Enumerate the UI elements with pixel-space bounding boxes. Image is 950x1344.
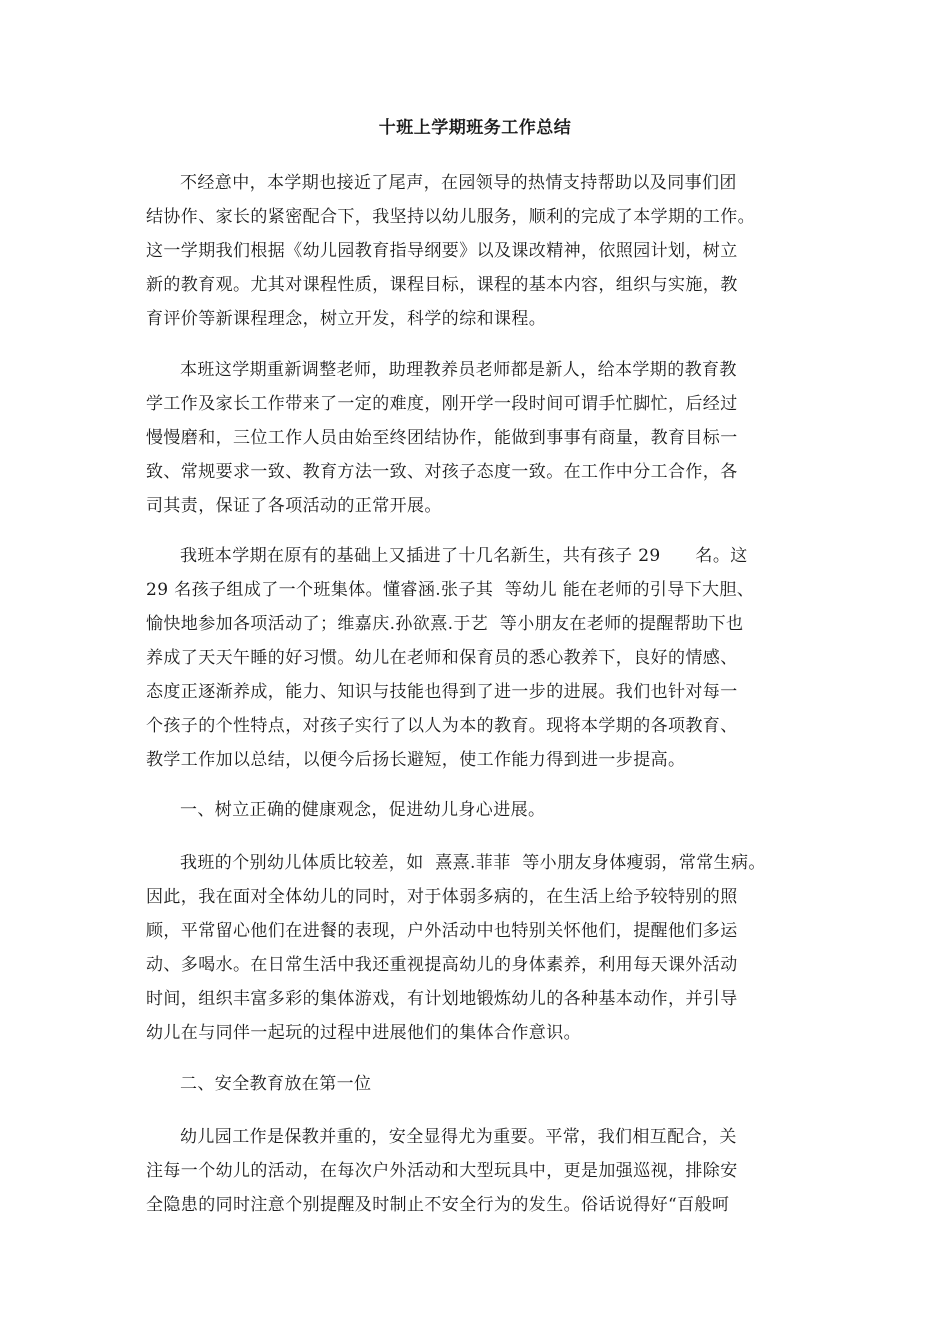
text-line: 顾，平常留心他们在进餐的表现，户外活动中也特别关怀他们，提醒他们多运 <box>146 921 738 941</box>
text-line: 学工作及家长工作带来了一定的难度，刚开学一段时间可谓手忙脚忙，后经过 <box>146 394 738 414</box>
text-line: 教学工作加以总结，以便今后扬长避短，使工作能力得到进一步提高。 <box>146 750 686 770</box>
text-line: 愉快地参加各项活动了；维嘉庆.孙欲熹.于艺 等小朋友在老师的提醒帮助下也 <box>146 614 744 634</box>
text-line: 因此，我在面对全体幼儿的同时，对于体弱多病的，在生活上给予较特别的照 <box>146 887 738 907</box>
text-line: 我班的个别幼儿体质比较差，如 熹熹.菲菲 等小朋友身体瘦弱，常常生病。 <box>180 853 766 873</box>
text-line: 动、多喝水。在日常生活中我还重视提高幼儿的身体素养，利用每天课外活动 <box>146 955 738 975</box>
text-line: 养成了天天午睡的好习惯。幼儿在老师和保育员的悉心教养下，良好的情感、 <box>146 648 738 668</box>
text-line: 慢慢磨和，三位工作人员由始至终团结协作，能做到事事有商量，教育目标一 <box>146 428 738 448</box>
text-line: 不经意中，本学期也接近了尾声，在园领导的热情支持帮助以及同事们团 <box>180 173 737 193</box>
text-line: 时间，组织丰富多彩的集体游戏，有计划地锻炼幼儿的各种基本动作，并引导 <box>146 989 738 1009</box>
text-line: 29 名孩子组成了一个班集体。懂睿涵.张子其 等幼儿 能在老师的引导下大胆、 <box>146 580 755 600</box>
text-line: 个孩子的个性特点，对孩子实行了以人为本的教育。现将本学期的各项教育、 <box>146 716 738 736</box>
text-line: 全隐患的同时注意个别提醒及时制止不安全行为的发生。俗话说得好“百般呵 <box>146 1195 730 1215</box>
text-line: 结协作、家长的紧密配合下，我坚持以幼儿服务，顺利的完成了本学期的工作。 <box>146 207 755 227</box>
text-line: 我班本学期在原有的基础上又插进了十几名新生，共有孩子 29 名。这 <box>180 546 748 566</box>
text-line: 注每一个幼儿的活动，在每次户外活动和大型玩具中，更是加强巡视，排除安 <box>146 1161 738 1181</box>
text-line: 本班这学期重新调整老师，助理教养员老师都是新人，给本学期的教育教 <box>180 360 737 380</box>
text-line: 新的教育观。尤其对课程性质，课程目标，课程的基本内容，组织与实施，教 <box>146 275 738 295</box>
document-title: 十班上学期班务工作总结 <box>378 118 572 138</box>
text-line: 幼儿在与同伴一起玩的过程中进展他们的集体合作意识。 <box>146 1023 581 1043</box>
text-line: 态度正逐渐养成，能力、知识与技能也得到了进一步的进展。我们也针对每一 <box>146 682 738 702</box>
section-heading: 一、树立正确的健康观念，促进幼儿身心进展。 <box>180 800 546 820</box>
text-line: 这一学期我们根据《幼儿园教育指导纲要》以及课改精神，依照园计划，树立 <box>146 241 738 261</box>
text-line: 司其责，保证了各项活动的正常开展。 <box>146 496 442 516</box>
text-line: 致、常规要求一致、教育方法一致、对孩子态度一致。在工作中分工合作，各 <box>146 462 738 482</box>
text-line: 育评价等新课程理念，树立开发，科学的综和课程。 <box>146 309 547 329</box>
text-line: 幼儿园工作是保教并重的，安全显得尤为重要。平常，我们相互配合，关 <box>180 1127 737 1147</box>
section-heading: 二、安全教育放在第一位 <box>180 1074 372 1094</box>
